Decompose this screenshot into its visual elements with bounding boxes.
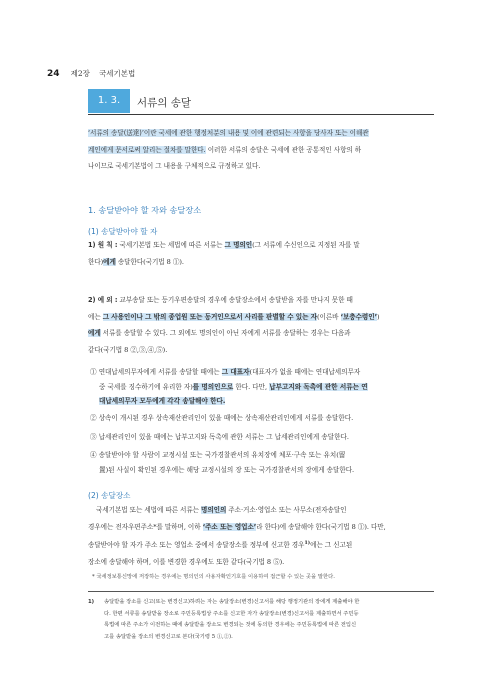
subheading-place: (2) 송달장소 [88, 491, 131, 500]
footnote-number: 1) [88, 599, 95, 605]
list-item-4: ④ 송달받아야 할 사람이 교정시설 또는 국가경찰관서의 유치장에 체포·구속 또는 유치(留 置)된 사실이 확인된 경우에는 해당 교정시설의 장 또는 국가경찰관서의 장에게 송달한다. [90, 451, 355, 474]
footnote-divider [88, 591, 434, 592]
intro-line-2: 계인에게 문서로써 알리는 절차를 말한다. 이러한 서류의 송달은 국세에 관한 공통적인 사항의 하 [88, 145, 362, 154]
subheading-recipient: (1) 송달받아야 할 자 [88, 227, 158, 236]
list-item-1: ① 연대납세의무자에게 서류를 송달할 때에는 그 대표자(대표자가 없을 때에는 연대납세의무자 중 국세를 징수하기에 유리한 자)를 명의인으로 한다. 다만, 납부고지와 독촉에 관한 서류는 연 대납세의무자 모두에게 각각 송달해야 한다. [90, 368, 368, 406]
page-number: 24 [47, 69, 60, 79]
exception-paragraph: 2) 예 외 : 교부송달 또는 등기우편송달의 경우에 송달장소에서 송달받을 자를 만나지 못한 때 에는 그 사용인이나 그 밖의 종업원 또는 동거인으로서 사리를 판별할 수 있는 자(이른바 ‘보충수령인’) 에게 서류를 송달할 수 있다. 그 외에도 명의인이 아닌 자에게 서류를 송달하는 경우는 다음과 같다(국기법 8 ②,③,④,⑤). [88, 296, 380, 354]
list-item-3: ③ 납세관리인이 있을 때에는 납부고지와 독촉에 관한 서류는 그 납세관리인에게 송달한다. [90, 433, 349, 441]
intro-line-3: 나이므로 국세기본법이 그 내용을 구체적으로 규정하고 있다. [88, 162, 261, 170]
section-underline [88, 114, 434, 115]
place-paragraph: 국세기본법 또는 세법에 따른 서류는 명의인의 주소·거소·영업소 또는 사무소(전자송달인 경우에는 전자우편주소*를 말하며, 이하 ‘주소 또는 영업소’라 한다)에 송달해야 한다(국기법 8 ①). 다만, 송달받아야 할 자가 주소 또는 영업소 중에서 송달장소를 정부에 신고한 경우$^{1)}$에는 그 신고된 장소에 송달해야 하며, 이를 변경한 경우에도 또한 같다(국기법 8 ⑤). [88, 506, 386, 566]
section-number-box [88, 89, 130, 113]
principle-label: 1) 원 칙 : [88, 241, 118, 249]
subsection-heading-1: 1. 송달받아야 할 자와 송달장소 [88, 205, 202, 215]
footnote: 1) 송달받을 장소를 신고(또는 변경신고)하려는 자는 송달장소(변경)신고서를 해당 행정기관의 장에게 제출해야 한 다. 한편 서류를 송달받을 장소로 주민등록법상 주소를 신고한 자가 송달장소(변경)신고서를 제출하면서 주민등 록법에 따른 주소가 이전하는 때에 송달받을 장소도 변경되는 것에 동의한 경우에는 주민등록법에 따른 전입신 고를 송달받을 장소의 변경신고로 본다(국기령 5 ①,②). [88, 597, 434, 643]
intro-paragraph [88, 125, 434, 175]
principle-paragraph: 1) 원 칙 : 국세기본법 또는 세법에 따른 서류는 그 명의인(그 서류에 수신인으로 지정된 자를 말 한다)에게 송달한다(국기법 8 ①). [88, 241, 360, 266]
section-number: 1. 3. [97, 95, 121, 106]
running-header [47, 61, 135, 80]
footnote-ref: 1) [304, 540, 311, 546]
asterisk-note: * 국세정보통신망에 저장하는 경우에는 명의인의 사용자확인기호를 이용하여 접근할 수 있는 곳을 말한다. [92, 574, 335, 580]
list-item-2: ② 상속이 개시된 경우 상속재산관리인이 있을 때에는 상속재산관리인에게 서류를 송달한다. [90, 414, 354, 422]
section-title: 서류의 송달 [137, 97, 192, 109]
chapter-label: 제2장 [70, 69, 90, 78]
chapter-title: 국세기본법 [98, 69, 136, 78]
exception-label: 2) 예 외 : [88, 296, 118, 304]
intro-line-1: ‘서류의 송달(送達)’이란 국세에 관한 행정처분의 내용 및 이에 관련되는 사항을 당사자 또는 이해관 [88, 129, 369, 137]
